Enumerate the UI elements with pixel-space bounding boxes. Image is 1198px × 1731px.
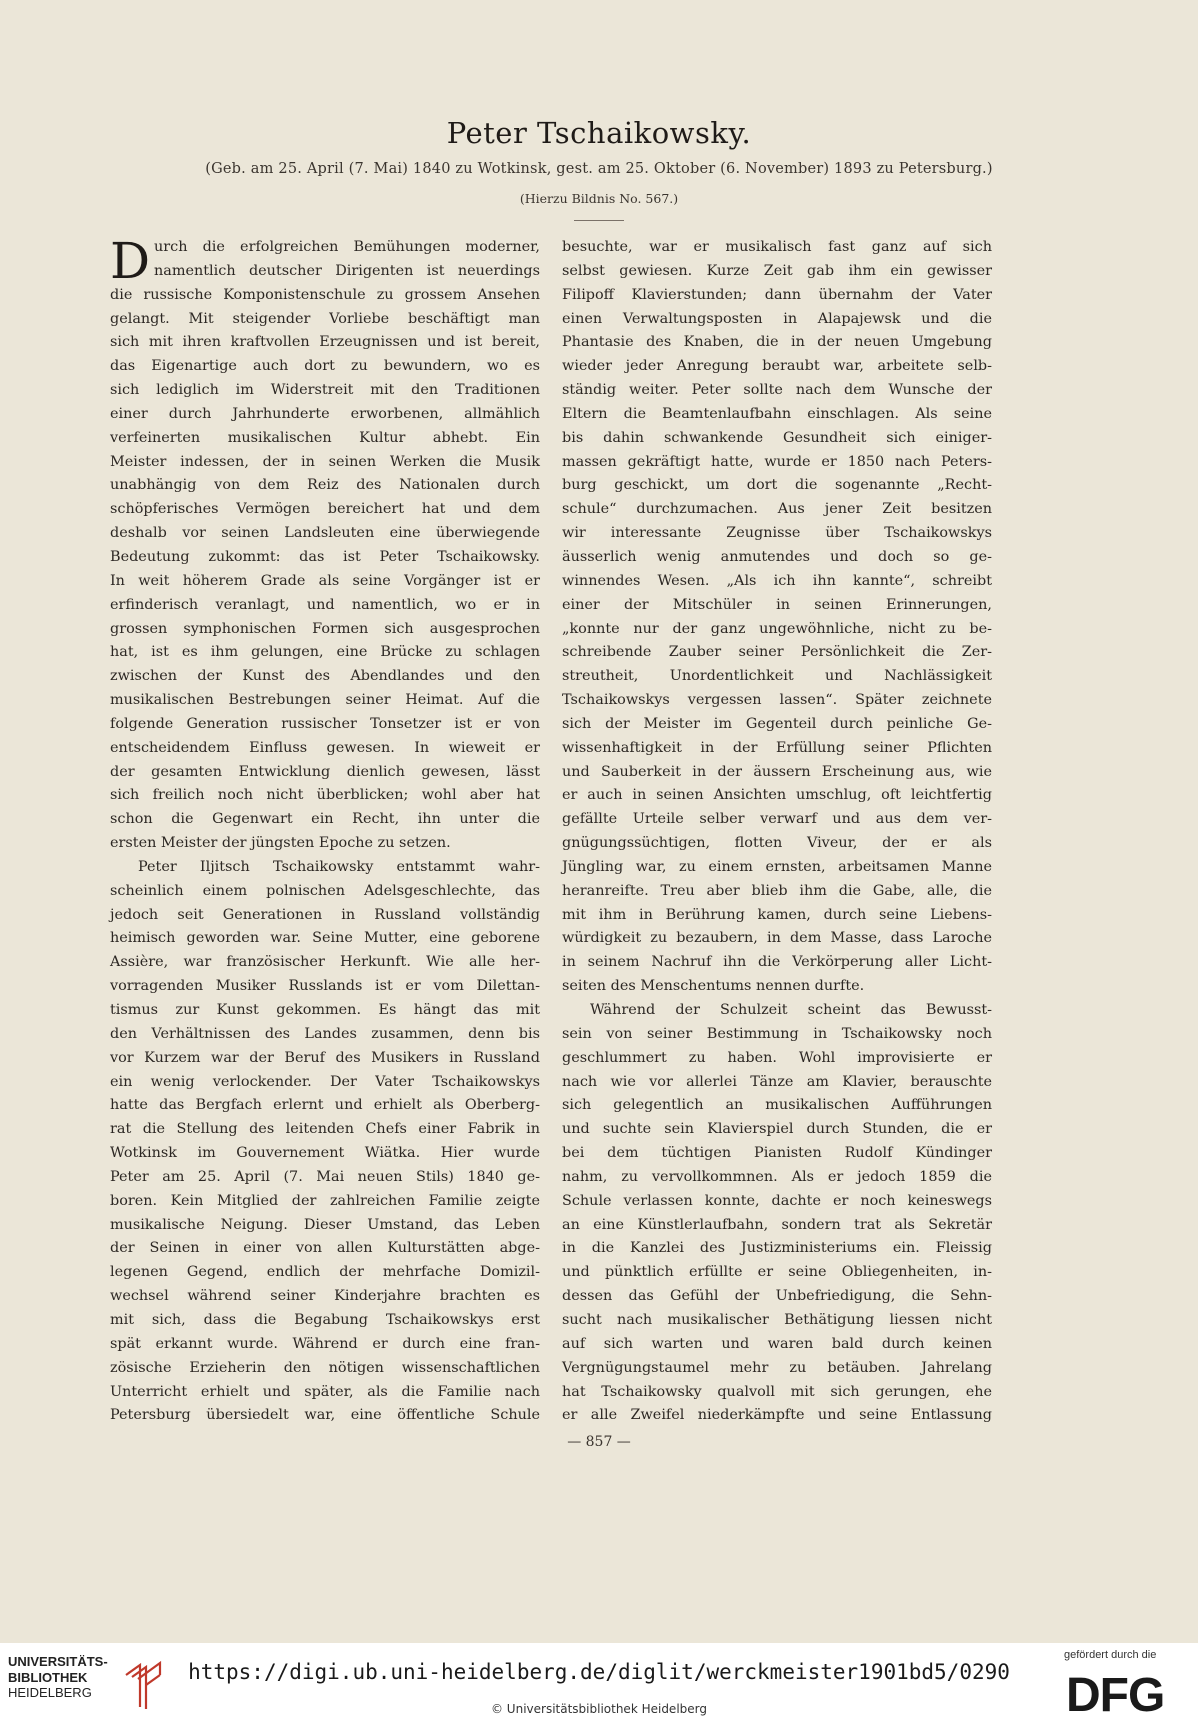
text-line: hat, ist es ihm gelungen, eine Brücke zu schlagen <box>110 644 540 661</box>
text-line: winnendes Wesen. „Als ich ihn kannte“, schreibt <box>562 572 992 589</box>
text-line: einen Verwaltungsposten in Alapajewsk und die <box>562 310 992 327</box>
text-line: nach wie vor allerlei Tänze am Klavier, berauschte <box>562 1073 992 1090</box>
copyright-notice: © Universitätsbibliothek Heidelberg <box>490 1702 707 1716</box>
library-name-line: BIBLIOTHEK <box>8 1669 88 1685</box>
text-line: der gesamten Entwicklung dienlich gewesen, lässt <box>110 763 540 780</box>
text-line: er alle Zweifel niederkämpfte und seine Entlassung <box>562 1407 992 1424</box>
text-line: sucht nach musikalischer Bethätigung liessen nicht <box>562 1311 992 1328</box>
text-line: grossen symphonischen Formen sich ausgesprochen <box>110 620 540 637</box>
text-line: unabhängig von dem Reiz des Nationalen durch <box>110 477 540 494</box>
left-column <box>110 232 540 1428</box>
text-line: erfinderisch veranlagt, und namentlich, wo er in <box>110 596 540 613</box>
text-line: sich lediglich im Widerstreit mit den Traditionen <box>110 382 540 399</box>
text-line: die russische Komponistenschule zu grossem Ansehen <box>110 286 540 303</box>
text-line: würdigkeit zu bezaubern, in dem Masse, dass Laroche <box>562 930 992 947</box>
right-column <box>562 236 992 1428</box>
text-line: dessen das Gefühl der Unbefriedigung, die Sehn- <box>562 1288 992 1305</box>
text-line: gnügungssüchtigen, flotten Viveur, der er als <box>562 835 992 852</box>
text-line: ein wenig verlockender. Der Vater Tschaikowskys <box>110 1073 540 1090</box>
text-line: heranreifte. Treu aber blieb ihm die Gabe, alle, die <box>562 882 992 899</box>
text-line: sich freilich noch nicht überblicken; wohl aber hat <box>110 787 540 804</box>
text-line: ständig weiter. Peter sollte nach dem Wunsche der <box>562 382 992 399</box>
dfg-logo-icon[interactable] <box>1066 1669 1178 1717</box>
text-line: Jüngling war, zu einem ernsten, arbeitsamen Manne <box>562 858 992 875</box>
article-title: Peter Tschaikowsky. <box>446 116 752 150</box>
text-line: schreibende Zauber seiner Persönlichkeit die Zer- <box>562 644 992 661</box>
text-line: in seinem Nachruf ihn die Verkörperung aller Licht- <box>562 954 992 971</box>
text-line: gefällte Urteile selber verwarf und aus dem ver- <box>562 811 992 828</box>
text-line: spät erkannt wurde. Während er durch eine fran- <box>110 1335 540 1352</box>
funding-caption: gefördert durch die <box>1064 1649 1157 1661</box>
text-line: er auch in seinen Ansichten umschlug, oft leichtfertig <box>562 787 992 804</box>
text-line: geschlummert zu haben. Wohl improvisierte er <box>562 1049 992 1066</box>
text-line: selbst gewiesen. Kurze Zeit gab ihm ein gewisser <box>562 262 992 279</box>
text-line: sich mit ihren kraftvollen Erzeugnissen und ist bereit, <box>110 334 540 351</box>
library-name-line: UNIVERSITÄTS- <box>8 1654 108 1669</box>
text-line: mit ihm in Berührung kamen, durch seine Liebens- <box>562 906 992 923</box>
text-line: Petersburg übersiedelt war, eine öffentliche Schule <box>110 1407 540 1424</box>
text-line: burg geschickt, um dort die sogenannte „Recht- <box>562 477 992 494</box>
title-divider <box>574 220 624 221</box>
text-line: der Seinen in einer von allen Kulturstätten abge- <box>110 1240 540 1257</box>
text-line: sich der Meister im Gegenteil durch peinliche Ge- <box>562 715 992 732</box>
text-line: wir interessante Zeugnisse über Tschaikowskys <box>562 525 992 542</box>
text-line: zwischen der Kunst des Abendlandes und den <box>110 668 540 685</box>
text-line: mit sich, dass die Begabung Tschaikowskys erst <box>110 1311 540 1328</box>
text-line: sein von seiner Bestimmung in Tschaikowsky noch <box>562 1025 992 1042</box>
text-line: wieder jeder Anregung beraubt war, arbeitete selb- <box>562 358 992 375</box>
text-line: Während der Schulzeit scheint das Bewusst- <box>590 1002 992 1018</box>
text-line: einer durch Jahrhunderte erworbenen, allmählich <box>110 405 540 422</box>
dfg-logo-text: DFG <box>1066 1669 1165 1717</box>
text-line: musikalischen Bestrebungen seiner Heimat. Auf die <box>110 692 540 709</box>
text-line: seiten des Menschentums nennen durfte. <box>562 978 865 995</box>
text-line: Filipoff Klavierstunden; dann übernahm der Vater <box>562 286 992 303</box>
text-line: hatte das Bergfach erlernt und erhielt als Oberberg- <box>110 1097 540 1114</box>
text-line: besuchte, war er musikalisch fast ganz auf sich <box>562 239 992 255</box>
text-line: heimisch geworden war. Seine Mutter, eine geborene <box>110 930 540 947</box>
text-line: Bedeutung zukommt: das ist Peter Tschaikowsky. <box>110 548 540 565</box>
text-line: in die Kanzlei des Justizministeriums ein. Fleissig <box>562 1240 992 1257</box>
text-line: Vergnügungstaumel mehr zu betäuben. Jahrelang <box>562 1359 992 1376</box>
text-line: Peter am 25. April (7. Mai neuen Stils) 1840 ge- <box>110 1168 540 1185</box>
text-line: vor Kurzem war der Beruf des Musikers in Russland <box>110 1049 540 1066</box>
text-line: Unterricht erhielt und später, als die Familie nach <box>110 1383 540 1400</box>
text-line: entscheidendem Einfluss gewesen. In wieweit er <box>110 739 540 756</box>
library-name-line: HEIDELBERG <box>8 1685 92 1700</box>
text-line: In weit höherem Grade als seine Vorgänger ist er <box>110 572 540 589</box>
text-line: verfeinerten musikalischen Kultur abhebt. Ein <box>110 429 540 446</box>
footer-bar <box>0 1643 1198 1731</box>
article-subtitle: (Geb. am 25. April (7. Mai) 1840 zu Wotkinsk, gest. am 25. Oktober (6. November) 1893 zu Petersburg.) <box>205 161 993 177</box>
text-line: streutheit, Unordentlichkeit und Nachlässigkeit <box>562 668 992 685</box>
text-line: bei dem tüchtigen Pianisten Rudolf Kündinger <box>562 1145 992 1162</box>
text-line: Eltern die Beamtenlaufbahn einschlagen. Als seine <box>562 405 992 422</box>
text-line: schon die Gegenwart ein Recht, ihn unter die <box>110 811 540 828</box>
text-line: gelangt. Mit steigender Vorliebe beschäftigt man <box>110 310 540 327</box>
portrait-note: (Hierzu Bildnis No. 567.) <box>519 191 679 206</box>
text-line: Tschaikowskys vergessen lassen“. Später zeichnete <box>562 692 992 709</box>
text-line: folgende Generation russischer Tonsetzer ist er von <box>110 715 540 732</box>
text-line: bis dahin schwankende Gesundheit sich einiger- <box>562 429 992 446</box>
text-line: und Sauberkeit in der äussern Erscheinung aus, wie <box>562 763 992 780</box>
text-line: sich gelegentlich an musikalischen Aufführungen <box>562 1097 992 1114</box>
text-line: zösische Erzieherin den nötigen wissenschaftlichen <box>110 1359 540 1376</box>
text-line: hat Tschaikowsky qualvoll mit sich gerungen, ehe <box>562 1383 992 1400</box>
text-line: schule“ durchzumachen. Aus jener Zeit besitzen <box>562 501 992 518</box>
text-line: musikalische Neigung. Dieser Umstand, das Leben <box>110 1216 540 1233</box>
text-line: massen gekräftigt hatte, wurde er 1850 nach Peters- <box>562 453 992 470</box>
text-line: Wotkinsk im Gouvernement Wiätka. Hier wurde <box>110 1145 540 1162</box>
text-line-content: urch die erfolgreichen Bemühungen moderner, <box>154 239 540 255</box>
page-number: — 857 — <box>567 1434 631 1450</box>
text-line: wissenhaftigkeit in der Erfüllung seiner Pflichten <box>562 739 992 756</box>
text-line: Phantasie des Knaben, die in der neuen Umgebung <box>562 334 992 351</box>
text-line: boren. Kein Mitglied der zahlreichen Familie zeigte <box>110 1192 540 1209</box>
text-line: scheinlich einem polnischen Adelsgeschlechte, das <box>110 882 540 899</box>
text-line: nahm, zu vervollkommnen. Als er jedoch 1859 die <box>562 1168 992 1185</box>
text-line: äusserlich wenig anmutendes und doch so ge- <box>562 548 992 565</box>
text-line: Schule verlassen konnte, dachte er noch keineswegs <box>562 1192 992 1209</box>
text-line: auf sich warten und waren bald durch keinen <box>562 1335 992 1352</box>
text-line: und suchte sein Klavierspiel durch Stunden, die er <box>562 1121 992 1138</box>
text-line: legenen Gegend, endlich der mehrfache Domizil- <box>110 1264 540 1281</box>
text-line: tismus zur Kunst gekommen. Es hängt das mit <box>110 1002 540 1018</box>
text-line: Meister indessen, der in seinen Werken die Musik <box>110 453 540 470</box>
text-line: namentlich deutscher Dirigenten ist neuerdings <box>154 262 540 279</box>
text-line: Peter Iljitsch Tschaikowsky entstammt wahr- <box>138 858 540 875</box>
text-line: „konnte nur der ganz ungewöhnliche, nicht zu be- <box>562 620 992 637</box>
text-line: schöpferisches Vermögen bereichert hat und dem <box>110 501 540 518</box>
text-line: den Verhältnissen des Landes zusammen, denn bis <box>110 1025 540 1042</box>
text-line: Assière, war französischer Herkunft. Wie alle her- <box>110 954 540 971</box>
text-line: jedoch seit Generationen in Russland vollständig <box>110 906 540 923</box>
text-line: vorragenden Musiker Russlands ist er vom Dilettan- <box>110 978 540 995</box>
text-line: das Eigenartige auch dort zu bewundern, wo es <box>110 358 540 375</box>
permalink-url[interactable]: https://digi.ub.uni-heidelberg.de/diglit/werckmeister1901bd5/0290 <box>188 1660 1010 1684</box>
text-line: rat die Stellung des leitenden Chefs einer Fabrik in <box>110 1121 540 1138</box>
text-line: wechsel während seiner Kinderjahre brachten es <box>110 1288 540 1305</box>
text-line: und pünktlich erfüllte er seine Obliegenheiten, in- <box>562 1264 992 1281</box>
text-line: an eine Künstlerlaufbahn, sondern trat als Sekretär <box>562 1216 992 1233</box>
text-line: einer der Mitschüler in seinen Erinnerungen, <box>562 596 992 613</box>
text-line: deshalb vor seinen Landsleuten eine überwiegende <box>110 525 540 542</box>
drop-cap: D <box>110 232 151 290</box>
text-line: ersten Meister der jüngsten Epoche zu setzen. <box>110 835 451 852</box>
